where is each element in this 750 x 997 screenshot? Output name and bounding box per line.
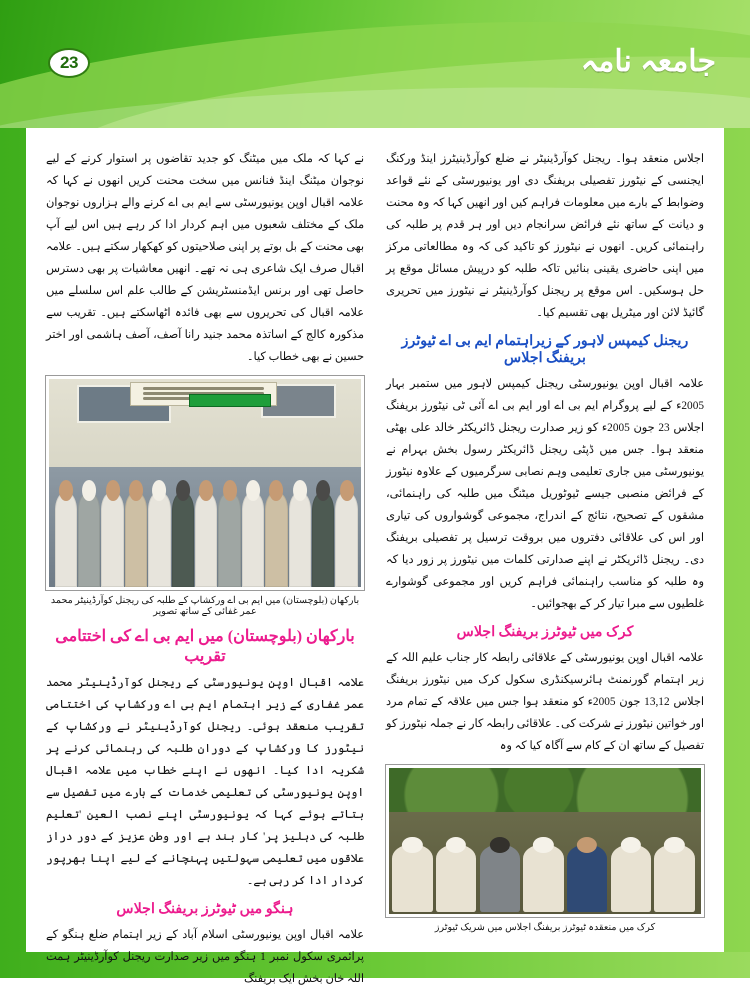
paragraph: علامہ اقبال اوپن یونیورسٹی ریجنل کیمپس لاہور میں ستمبر بہار 2005ء کے لیے پروگرام ایم بی اے اور ایم بی اے آئی ٹی نیٹورز بریفنگ اجلاس 23 جون 2005ء کو زیر صدارت ریجنل ڈائریکٹر خالد علی بھٹی منعقد ہوا۔ جس میں ڈپٹی ریجنل ڈائریکٹر رسول بخش بہرام نے یونیورسٹی میں جاری تعلیمی وہم نصابی سرگرمیوں کے علاوہ نیٹورز کے فرائض منصبی جیسے ٹیوٹوریل میٹنگ میں طلبہ کی راہنمائی، مشقوں کے تصحیح، نتائج کے اندراج، مجموعی گوشواروں کی تیاری اور اس کی علاقائی دفتروں میں بروقت ترسیل پر تفصیلی بریفنگ دی۔ ریجنل ڈائریکٹر نے اپنے صدارتی کلمات میں نیٹورز پر زور دیا کہ وہ طلبہ کو مناسب راہنمائی فراہم کریں اور مجموعی گوشوارے غلطیوں سے مبرا تیار کر کے بھجوائیں۔ [386,378,704,611]
photo-person-head [153,480,167,501]
photo-person [148,493,170,587]
paragraph: علامہ اقبال اوپن یونیورسٹی اسلام آباد کے زیر اہتمام ضلع ہنگو کے پرائمری سکول نمبر 1 ہنگو میں زیر صدارت ریجنل کوآرڈینیٹر ہمت اللہ خان بخش ایک بریفنگ [46,929,364,986]
photo-person-head [129,480,143,501]
heading-lahore-meeting: ریجنل کیمپس لاہور کے زیراہتمام ایم بی اے ٹیوٹرز بریفنگ اجلاس [401,333,689,367]
photo-person-head [621,837,641,853]
photo-block-barkhan [46,376,364,617]
photo-person-head [59,480,73,501]
photo-person-head [82,480,96,501]
photo-person [265,493,287,587]
photo-building-wall [49,379,361,475]
photo-seated-row [389,812,701,914]
column-left [46,148,364,997]
article-content [46,148,705,986]
paragraph: علامہ اقبال اوپن یونیورسٹی کے ریجنل کوآرڈینیٹر محمد عمر غفاری کے زیر اہتمام ایم بی اے ورکشاپ کی اختتامی تقریب منعقد ہوئی۔ ریجنل کوآرڈینیٹر نے ورکشاپ کے نیٹورز کا ورکشاپ کے دوران طلبہ کی رہنمائی کرنے پر شکریہ ادا کیا۔ انھوں نے اپنے خطاب میں علامہ اقبال اوپن یونیورسٹی کی تعلیمی خدمات کے بارے میں تفصیل سے بتاتے ہوئے کہا کہ یونیورسٹی اپنے نصب العین 'تعلیم طلبہ کی دہلیز پر' کار بند ہے اور وطن عزیز کے دور دراز علاقوں میں تعلیمی سہولتیں پہنچانے کے لیے اپنا بھرپور کردار ادا کر رہی ہے۔ [46,677,364,888]
page-number-badge: 23 [48,48,90,78]
photo-person-head [223,480,237,501]
photo-green-sign [189,394,270,406]
photo-person-head [446,837,466,853]
photo-person-head [490,837,510,853]
heading-karak-meeting: کرک میں ٹیوٹرز بریفنگ اجلاس [456,624,634,641]
photo-person-head [106,480,120,501]
photo-person [289,493,311,587]
photo-person-head [316,480,330,501]
photo-person [172,493,194,587]
photo-person [480,845,521,912]
photo-person [567,845,608,912]
photo-person [654,845,695,912]
photo-person-head [176,480,190,501]
photo-person-head [664,837,684,853]
masthead-title: جامعہ نامہ [580,45,716,78]
photo-person [55,493,77,587]
photo-person [436,845,477,912]
photo-person-head [270,480,284,501]
heading-hangu-meeting: ہنگو میں ٹیوٹرز بریفنگ اجلاس [116,901,294,918]
photo-person [335,493,357,587]
photo-barkhan-group [46,376,364,590]
photo-caption-karak: کرک میں منعقدہ ٹیوٹرز بریفنگ اجلاس میں شریک ٹیوٹرز [434,922,656,934]
photo-person-head [402,837,422,853]
photo-person [312,493,334,587]
photo-caption-barkhan: بارکھان (بلوچستان) میں ایم بی اے ورکشاپ کے طلبہ کی ریجنل کوآرڈینیٹر محمد عمر غفائی کے ساتھ تصویر [50,595,360,618]
paragraph: علامہ اقبال اوپن یونیورسٹی کے علاقائی رابطہ کار جناب علیم اللہ کے زیر اہتمام گورنمنٹ ہائرسیکنڈری سکول کرک میں نیٹورز بریفنگ اجلاس 13,12 جون 2005ء کو منعقد ہوا جس میں علاقہ کے تمام مرد اور خواتین نیٹورز نے شرکت کی۔ علاقائی رابطہ کار نے جملہ نیٹورز کو تفصیل کے ساتھ ان کے کام سے آگاہ کیا کہ وہ [386,652,705,753]
photo-person [125,493,147,587]
heading-barkhan-ceremony: بارکھان (بلوچستان) میں ایم بی اے کی اختتامی تقریب [55,628,355,666]
photo-person-head [199,480,213,501]
photo-person [195,493,217,587]
photo-person [611,845,652,912]
column-right [386,148,704,937]
photo-block-karak [386,765,704,933]
photo-person-head [246,480,260,501]
photo-person [242,493,264,587]
photo-person [218,493,240,587]
photo-person-head [293,480,307,501]
photo-person [392,845,433,912]
photo-person-head [533,837,553,853]
paragraph: نے کہا کہ ملک میں میٹنگ کو جدید تقاضوں پر استوار کرنے کے لیے نوجوان میٹنگ اینڈ فنانس میں سخت محنت کریں انھوں نے کہا کہ علامہ اقبال اوپن یونیورسٹی سے ایم بی اے کرنے والے ہزاروں نوجوان ملک کے مختلف شعبوں میں اہم کردار ادا کر رہے ہیں اس لیے آپ بھی محنت کے بل بوتے پر اپنی صلاحیتوں کو کھکھار سکتے ہیں۔ علامہ اقبال صرف ایک شاعری ہی نہ تھے۔ انھیں معاشیات پر بھی دسترس حاصل تھی اور برنس ایڈمنسٹریشن کے طالب علم اس سلسلے میں علامہ اقبال کی تحریروں سے بھی فائدہ اٹھاسکتے ہیں۔ تقریب سے مذکورہ کالج کے اساتذہ محمد جنید رانا آصف، آصف ہاشمی اور اختر حسین نے بھی خطاب کیا۔ [46,153,364,364]
photo-person [523,845,564,912]
photo-person-head [340,480,354,501]
photo-person-head [577,837,597,853]
page-header [0,0,750,128]
photo-crowd [49,467,361,588]
photo-banner-text-line [143,387,264,390]
photo-person [78,493,100,587]
photo-karak-seated-group [386,765,704,917]
paragraph: اجلاس منعقد ہوا۔ ریجنل کوآرڈینیٹر نے ضلع کوآرڈینیٹرز اینڈ ورکنگ ایجنسی کے نیٹورز تفصیلی بریفنگ دی اور یونیورسٹی کے نئے قواعد وضوابط کے بارے میں معلومات فراہم کیں اور انھیں کہا کہ وہ محنت و دیانت کے ساتھ نئے فرائض سرانجام دیں اور ہر قدم پر طلبہ کی راہنمائی کریں۔ انھوں نے نیٹورز کو تاکید کی کہ وہ مطالعاتی مرکز میں اپنی حاضری یقینی بنائیں تاکہ طلبہ کو درپیش مسائل موقع پر حل ہوسکیں۔ اس موقع پر ریجنل کوآرڈینیٹر نے نیٹورز میں تحریری گائیڈ لائن اور میٹریل بھی تقسیم کیا۔ [386,153,704,320]
photo-person [101,493,123,587]
